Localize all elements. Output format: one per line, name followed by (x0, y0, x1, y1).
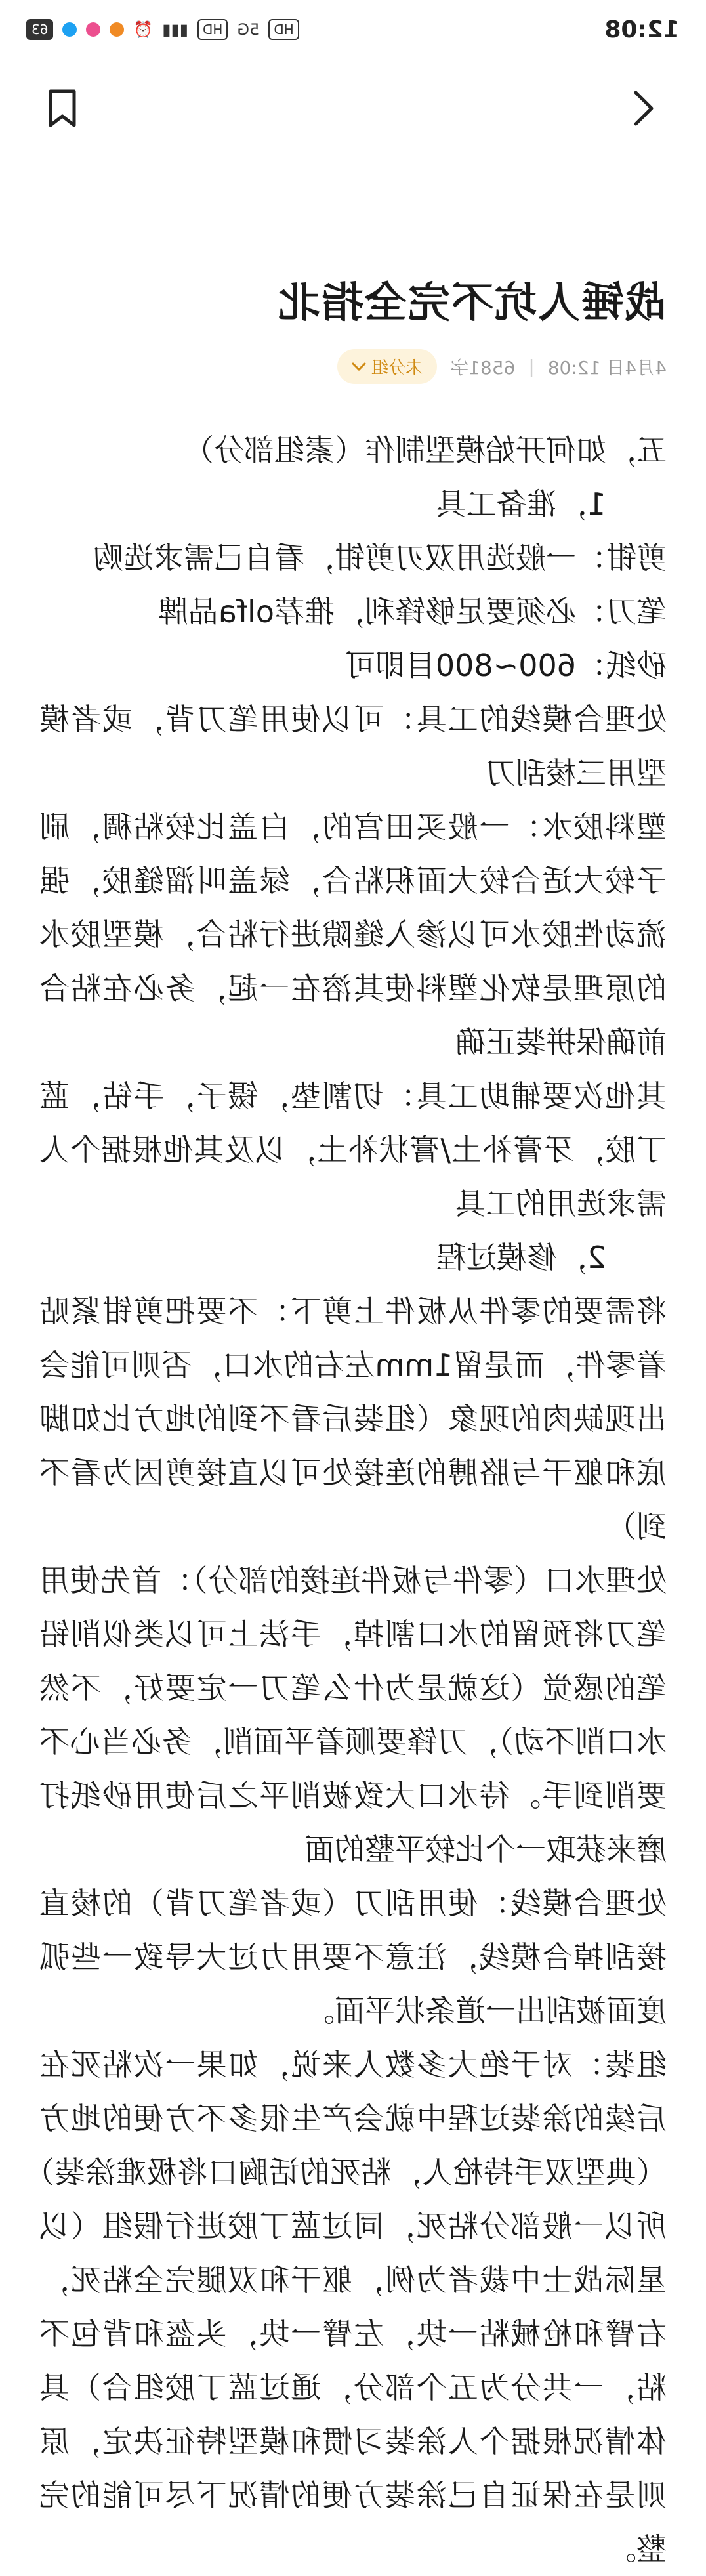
chevron-left-icon (631, 90, 657, 127)
group-selector[interactable] (337, 349, 437, 384)
paragraph: 组装：对于绝大多数人来说，如果一次粘死在后续的涂装过程中就会产生很多不方便的地方（典型双手持枪人，粘死的话胸口将极难涂装）所以一般部分粘死，同过蓝丁胶进行假组（以星际战士中裁者为例，躯干和双腿完全粘死，右臂和枪械粘一块，左臂一块，头盔和背包不粘，一共分为五个部分，通过蓝丁胶组合）具体情况根据个人涂装习惯和模型特征决定，原则是在保证自己涂装方便的情况下尽可能的完整。 (39, 2047, 667, 2567)
paragraph: 笔刀：必须要足够锋利，推荐olfa品牌 (157, 594, 667, 629)
back-button[interactable] (621, 85, 667, 131)
note-body[interactable] (0, 384, 706, 2576)
app-notification-icon-3 (62, 22, 77, 37)
paragraph: 五，如何开始模型制作（素组部分） (184, 433, 667, 468)
status-bar (0, 0, 706, 59)
paragraph: 1，准备工具 (436, 486, 606, 522)
chevron-down-icon (352, 362, 366, 371)
paragraph: 剪钳：一般选用双刃剪钳，看自己需求选购 (93, 540, 667, 576)
bookmark-button[interactable] (39, 85, 85, 131)
note-title: 战锤人坑不完全指北 (277, 279, 667, 327)
paragraph: 砂纸：600~800目即可 (344, 648, 667, 683)
group-label: 未分组 (371, 358, 423, 378)
network-badge: 5G (237, 20, 260, 39)
note-meta (0, 329, 706, 384)
meta-divider: | (528, 356, 535, 377)
paragraph: 处理合模线：使用刮刀（或者笔刀背）的棱直接刮掉合模线，注意不要用力过大导致一些弧度面被刮出一道条状平面。 (39, 1886, 667, 2029)
battery-icon: 63 (26, 19, 53, 40)
alarm-icon: ⏰ (133, 20, 154, 39)
signal-icon: ▮▮▮ (162, 20, 188, 39)
paragraph: 2，修模过程 (436, 1240, 606, 1275)
paragraph: 其他次要辅助工具：切割垫，镊子，手钻，蓝丁胶，牙膏补土/膏状补土，以及其他根据个人需求选用的工具 (39, 1078, 667, 1221)
hd-badge: HD (268, 19, 299, 40)
paragraph: 将需要的零件从板件上剪下：不要把剪钳紧贴着零件，而是留1mm左右的水口，否则可能会出现缺肉的现象（组装后看不到的地方比如脚底和躯干与胳膊的连接处可以直接剪因为看不到） (39, 1294, 667, 1544)
app-notification-icon-2 (86, 22, 100, 37)
app-notification-icon (110, 22, 124, 37)
paragraph: 处理水口（零件与板件连接的部分）：首先使用笔刀将预留的水口割掉，手法上可以类似削铅笔的感觉（这就是为什么笔刀一定要好，不然水口削不动），刀锋要顺着平面削，务必当心不要削到手。待水口大致被削平之后使用砂纸打磨来获取一个比较平整的面 (39, 1563, 667, 1867)
hd-badge-2: HD (197, 19, 228, 40)
paragraph: 塑料胶水：一般买田宫的，白盖比较粘稠，刷子较大适合较大面积粘合，绿盖叫溜缝胶，强流动性胶水可以渗入缝隙进行粘合，模型胶水的原理是软化塑料使其溶在一起，务必在粘合前确保拼装正确 (39, 809, 667, 1060)
status-time: 12:08 (604, 16, 680, 43)
paragraph: 处理合模线的工具：可以使用笔刀背，或者模型用三棱刮刀 (39, 702, 667, 791)
status-indicators (26, 19, 299, 40)
note-date: 4月4日 12:08 (547, 356, 667, 379)
toolbar (0, 59, 706, 158)
bookmark-icon (47, 89, 78, 128)
word-count: 6581字 (450, 356, 516, 379)
